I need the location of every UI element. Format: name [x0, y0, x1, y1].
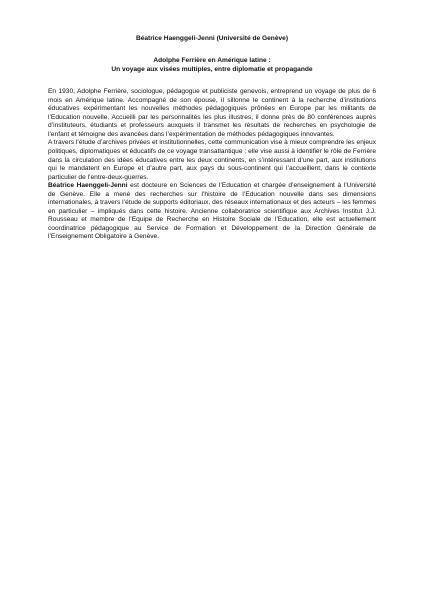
document-title — [48, 57, 376, 74]
author-bio-name: Béatrice Haenggeli-Jenni — [48, 182, 128, 190]
abstract-paragraph-1: En 1930, Adolphe Ferrière, sociologue, pédagogue et publiciste genevois, entreprend un voyage de plus de 6 mois en Amérique latine. Accompagné de son épouse, il sillonne le continent à la recherche d’institutions éducatives expérimentant les nouvelles méthodes pédagogiques prônées en Europe par les militants de l’Education nouvelle. Accueilli par les personnalités les plus illustres, il donne près de 80 conférences auprès d’instituteurs, étudiants et professeurs auxquels il transmet les résultats de recherches en psychologie de l’enfant et témoigne des avancées dans l’expérimentation de méthodes pédagogiques innovantes. — [48, 88, 376, 138]
author-bio-text: est docteure en Sciences de l’Education et chargée d’enseignement à l’Université de Genève. Elle a mené des recherches sur l’histoire de l’Education nouvelle dans ses dimensions internationales, à travers l’étude de supports éditoriaux, des réseaux internationaux et des acteurs – les femmes en particulier – impliqués dans cette histoire. Ancienne collaboratrice scientifique aux Archives Institut J.J. Rousseau et membre de l’Equipe de Recherche en Histoire Sociale de l’Education, elle est actuellement coordinatrice pédagogique au Service de Formation et Développement de la Direction Générale de l’Enseignement Obligatoire à Genève. — [48, 182, 376, 241]
title-line-1: Adolphe Ferrière en Amérique latine : — [153, 57, 271, 64]
author-header: Béatrice Haenggeli-Jenni (Université de Genève) — [135, 35, 289, 42]
document-page — [48, 34, 376, 242]
author-bio-paragraph — [48, 182, 376, 242]
abstract-paragraph-2: A travers l’étude d’archives privées et institutionnelles, cette communication vise à mieux comprendre les enjeux politiques, diplomatiques et éducatifs de ce voyage transatlantique ; elle vise aussi à identifier le rôle de Ferrière dans la circulation des idées éducatives entre les deux continents, en s’intéressant d’une part, aux institutions qui le mandatent en Europe et d’autre part, aux pays du sous-continent qui l’accueillent, dans le contexte particulier de l’entre-deux-guerres. — [48, 139, 376, 181]
title-line-2: Un voyage aux visées multiples, entre diplomatie et propagande — [111, 65, 313, 73]
